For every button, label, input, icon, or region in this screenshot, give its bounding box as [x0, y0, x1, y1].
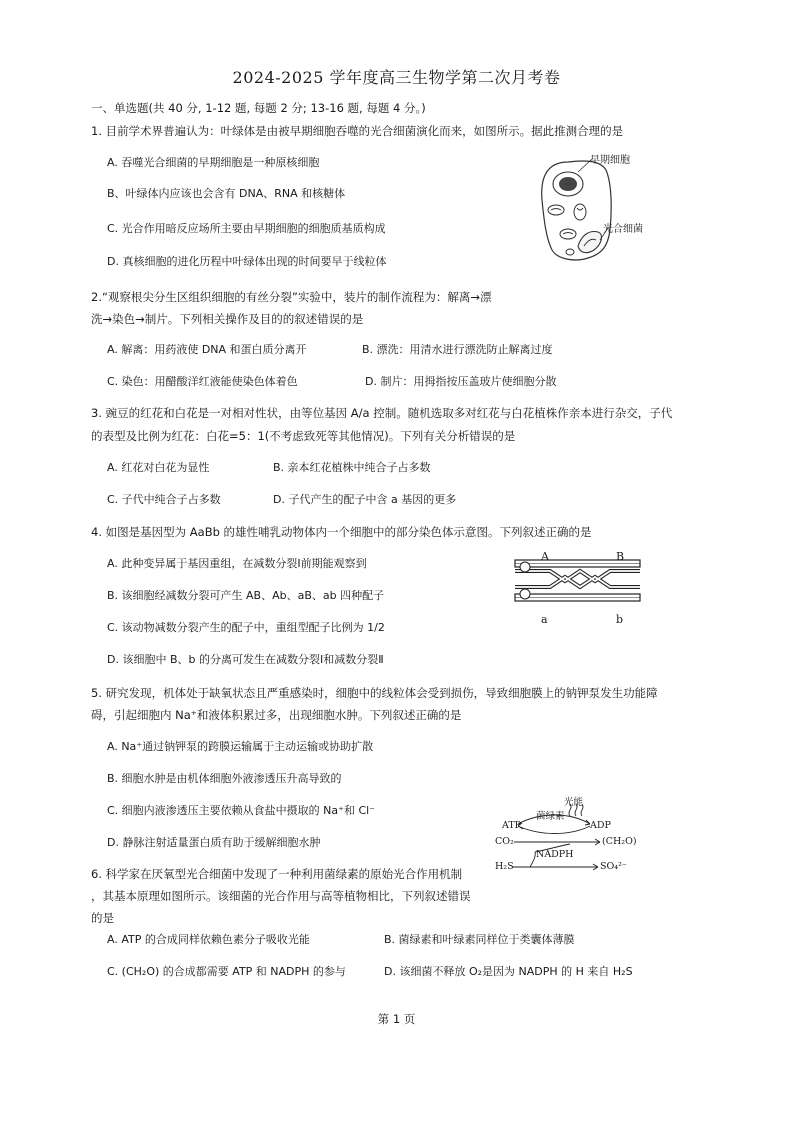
q3-option-c: C. 子代中纯合子占多数 — [107, 493, 221, 506]
q6-option-c: C. (CH₂O) 的合成都需要 ATP 和 NADPH 的参与 — [107, 965, 346, 978]
section-heading: 一、单选题(共 40 分, 1-12 题, 每题 2 分; 13-16 题, 每题 4 分。) — [91, 101, 426, 115]
label-ch2o: (CH₂O) — [602, 836, 637, 847]
q6-option-b: B. 菌绿素和叶绿素同样位于类囊体薄膜 — [384, 933, 575, 946]
label-light-energy: 光能 — [564, 797, 584, 808]
q1-option-d: D. 真核细胞的进化历程中叶绿体出现的时间要早于线粒体 — [107, 255, 387, 268]
q4-option-b: B. 该细胞经减数分裂可产生 AB、Ab、aB、ab 四种配子 — [107, 589, 385, 602]
q2-option-a: A. 解离：用药液使 DNA 和蛋白质分离开 — [107, 343, 307, 356]
label-nadph: NADPH — [536, 849, 574, 860]
q1-option-b: B、叶绿体内应该也会含有 DNA、RNA 和核糖体 — [107, 187, 346, 200]
label-early-cell: 早期细胞 — [590, 155, 630, 166]
q6-option-a: A. ATP 的合成同样依赖色素分子吸收光能 — [107, 933, 310, 946]
label-so4: SO₄²⁻ — [600, 861, 627, 872]
q6-stem-line3: 的是 — [91, 911, 114, 925]
q2-option-b: B. 漂洗：用清水进行漂洗防止解离过度 — [362, 343, 553, 356]
q1-stem: 1. 目前学术界普遍认为：叶绿体是由被早期细胞吞噬的光合细菌演化而来，如图所示。据此推测合理的是 — [91, 124, 624, 138]
q3-option-b: B. 亲本红花植株中纯合子占多数 — [273, 461, 431, 474]
q5-stem-line1: 5. 研究发现，机体处于缺氧状态且严重感染时，细胞中的线粒体会受到损伤，导致细胞膜上的钠钾泵发生功能障 — [91, 686, 658, 700]
q5-option-c: C. 细胞内液渗透压主要依赖从食盐中摄取的 Na⁺和 Cl⁻ — [107, 804, 375, 817]
q4-stem: 4. 如图是基因型为 AaBb 的雄性哺乳动物体内一个细胞中的部分染色体示意图。下列叙述正确的是 — [91, 525, 592, 539]
q1-option-c: C. 光合作用暗反应场所主要由早期细胞的细胞质基质构成 — [107, 222, 386, 235]
q6-option-d: D. 该细菌不释放 O₂是因为 NADPH 的 H 来自 H₂S — [384, 965, 633, 978]
q3-stem-line1: 3. 豌豆的红花和白花是一对相对性状，由等位基因 A/a 控制。随机选取多对红花与白花植株作亲本进行杂交，子代 — [91, 406, 673, 420]
label-bacteriochlorophyll: 菌绿素 — [536, 811, 565, 822]
page-number: 第 1 页 — [377, 1012, 416, 1026]
q3-option-d: D. 子代产生的配子中含 a 基因的更多 — [273, 493, 457, 506]
label-h2s: H₂S — [495, 861, 514, 872]
q5-option-d: D. 静脉注射适量蛋白质有助于缓解细胞水肿 — [107, 836, 321, 849]
q5-option-b: B. 细胞水肿是由机体细胞外液渗透压升高导致的 — [107, 772, 342, 785]
gene-label-B: B — [616, 550, 625, 563]
q4-option-d: D. 该细胞中 B、b 的分离可发生在减数分裂Ⅰ和减数分裂Ⅱ — [107, 653, 384, 666]
q5-option-a: A. Na⁺通过钠钾泵的跨膜运输属于主动运输或协助扩散 — [107, 740, 374, 753]
q1-option-a: A. 吞噬光合细菌的早期细胞是一种原核细胞 — [107, 156, 320, 169]
label-adp: ADP — [590, 820, 611, 831]
q6-stem-line2: ，其基本原理如图所示。该细菌的光合作用与高等植物相比，下列叙述错误 — [91, 889, 471, 903]
gene-label-A: A — [541, 550, 549, 563]
q2-option-d: D. 制片：用拇指按压盖玻片使细胞分散 — [365, 375, 557, 388]
label-co2: CO₂ — [495, 836, 514, 847]
q2-stem-line2: 洗→染色→制片。下列相关操作及目的的叙述错误的是 — [91, 312, 364, 326]
q5-stem-line2: 碍，引起细胞内 Na⁺和液体积累过多，出现细胞水肿。下列叙述正确的是 — [91, 708, 462, 722]
gene-label-a: a — [541, 613, 548, 626]
q3-stem-line2: 的表型及比例为红花：白花=5：1(不考虑致死等其他情况)。下列有关分析错误的是 — [91, 429, 516, 443]
gene-label-b: b — [616, 613, 624, 626]
label-atp: ATP — [502, 820, 522, 831]
label-photosynthetic-bacteria: 光合细菌 — [603, 224, 643, 235]
q3-option-a: A. 红花对白花为显性 — [107, 461, 210, 474]
q4-option-c: C. 该动物减数分裂产生的配子中，重组型配子比例为 1/2 — [107, 621, 385, 634]
q2-option-c: C. 染色：用醋酸洋红液能使染色体着色 — [107, 375, 298, 388]
q4-option-a: A. 此种变异属于基因重组，在减数分裂Ⅰ前期能观察到 — [107, 557, 367, 570]
q6-stem-line1: 6. 科学家在厌氧型光合细菌中发现了一种利用菌绿素的原始光合作用机制 — [91, 867, 463, 881]
exam-title: 2024-2025 学年度高三生物学第二次月考卷 — [232, 68, 561, 87]
q1-cell-figure — [528, 150, 648, 265]
q4-chromosome-figure — [510, 550, 645, 628]
q2-stem-line1: 2.“观察根尖分生区组织细胞的有丝分裂”实验中，装片的制作流程为：解离→漂 — [91, 290, 492, 304]
